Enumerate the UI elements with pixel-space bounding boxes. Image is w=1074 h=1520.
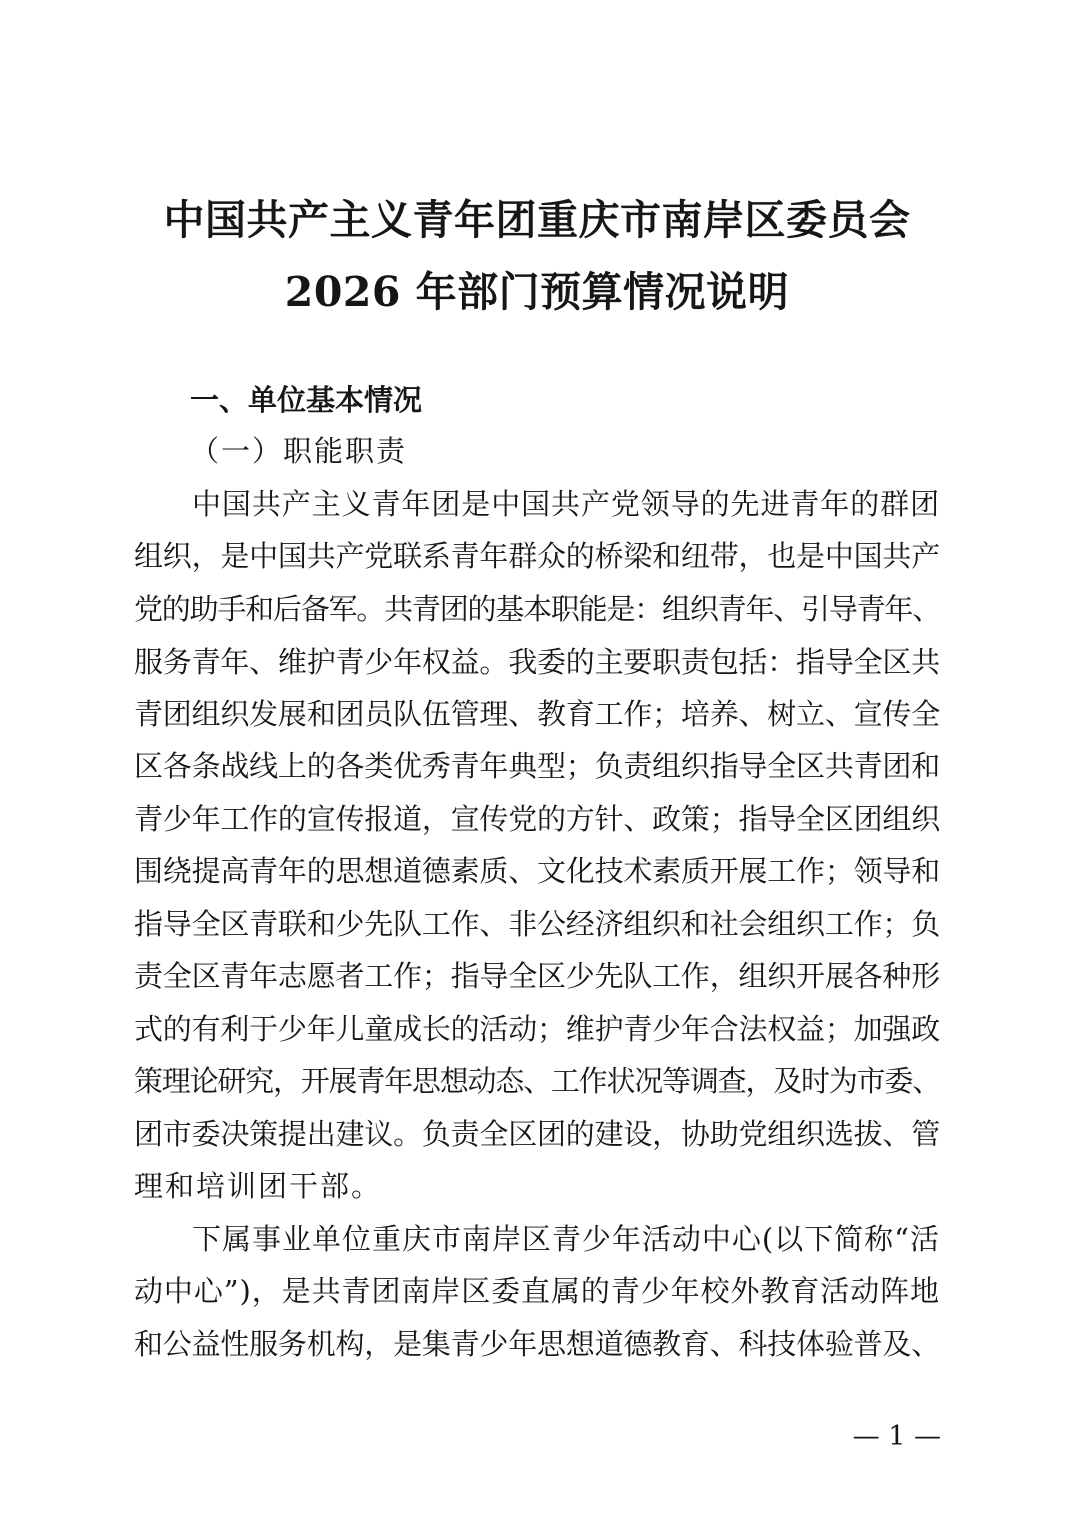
paragraph-line: 理和培训团干部。 bbox=[134, 1169, 383, 1203]
paragraph-line: 团市委决策提出建议。负责全区团的建设，协助党组织选拔、管 bbox=[134, 1117, 940, 1151]
paragraph-line: 式的有利于少年儿童成长的活动；维护青少年合法权益；加强政 bbox=[134, 1012, 940, 1046]
paragraph-line: 责全区青年志愿者工作；指导全区少先队工作，组织开展各种形 bbox=[134, 959, 940, 993]
paragraph-line: 青团组织发展和团员队伍管理、教育工作；培养、树立、宣传全 bbox=[134, 697, 940, 731]
paragraph-line: 党的助手和后备军。共青团的基本职能是：组织青年、引导青年、 bbox=[134, 592, 940, 626]
paragraph-line: 动中心”)，是共青团南岸区委直属的青少年校外教育活动阵地 bbox=[134, 1274, 940, 1308]
paragraph-line: 指导全区青联和少先队工作、非公经济组织和社会组织工作；负 bbox=[134, 907, 940, 941]
paragraph-line: 青少年工作的宣传报道，宣传党的方针、政策；指导全区团组织 bbox=[134, 802, 940, 836]
paragraph-line: 中国共产主义青年团是中国共产党领导的先进青年的群团 bbox=[192, 487, 940, 521]
page-number: — 1 — bbox=[852, 1421, 941, 1452]
paragraph-line: 服务青年、维护青少年权益。我委的主要职责包括：指导全区共 bbox=[134, 645, 940, 679]
paragraph-line: 围绕提高青年的思想道德素质、文化技术素质开展工作；领导和 bbox=[134, 854, 940, 888]
section-heading-basic-info: 一、单位基本情况 bbox=[190, 383, 423, 417]
document-title-line-1: 中国共产主义青年团重庆市南岸区委员会 bbox=[163, 196, 911, 244]
document-title-line-2: 2026 年部门预算情况说明 bbox=[284, 268, 790, 316]
subsection-heading-duties: （一）职能职责 bbox=[190, 434, 408, 468]
paragraph-line: 下属事业单位重庆市南岸区青少年活动中心(以下简称“活 bbox=[192, 1222, 940, 1256]
paragraph-line: 策理论研究，开展青年思想动态、工作状况等调查，及时为市委、 bbox=[134, 1064, 940, 1098]
paragraph-line: 组织，是中国共产党联系青年群众的桥梁和纽带，也是中国共产 bbox=[134, 539, 940, 573]
paragraph-line: 和公益性服务机构，是集青少年思想道德教育、科技体验普及、 bbox=[134, 1327, 940, 1361]
paragraph-line: 区各条战线上的各类优秀青年典型；负责组织指导全区共青团和 bbox=[134, 749, 940, 783]
